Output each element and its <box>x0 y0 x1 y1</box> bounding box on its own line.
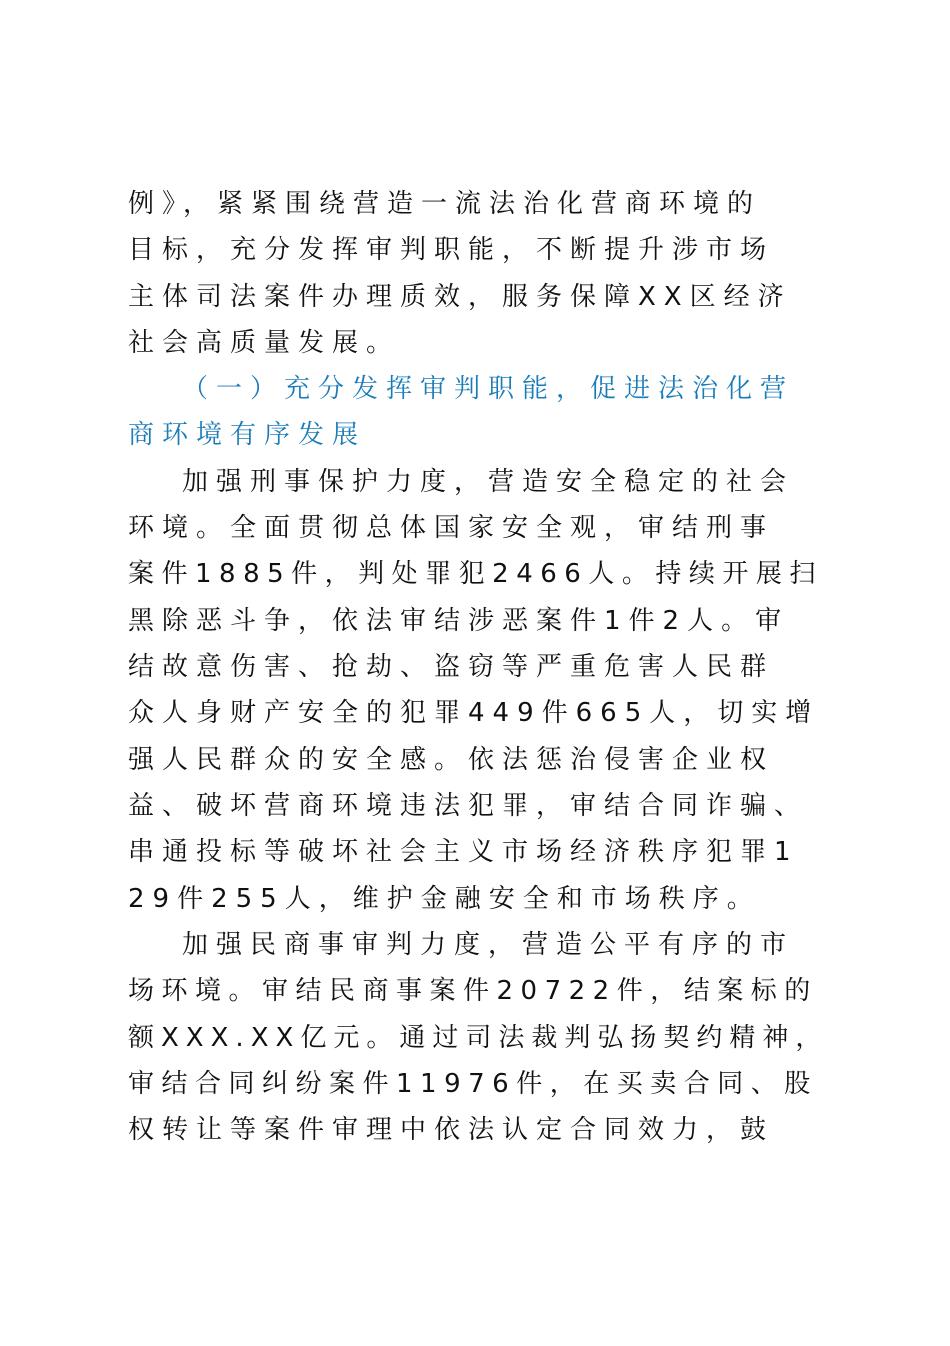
body-text-line: 审结合同纠纷案件11976件，在买卖合同、股 <box>128 1069 818 1099</box>
body-text-line: 强人民群众的安全感。依法惩治侵害企业权 <box>128 745 775 775</box>
body-text-line: 社会高质量发展。 <box>128 328 401 358</box>
body-text-line: 环境。全面贯彻总体国家安全观，审结刑事 <box>128 513 775 543</box>
body-text-line: 目标，充分发挥审判职能，不断提升涉市场 <box>128 235 775 265</box>
body-text-line: 益、破坏营商环境违法犯罪，审结合同诈骗、 <box>128 791 809 821</box>
body-text-line: 案件1885件，判处罪犯2466人。持续开展扫 <box>128 559 823 589</box>
paragraph-first-line: 加强刑事保护力度，营造安全稳定的社会 <box>182 467 795 497</box>
body-text-line: 场环境。审结民商事案件20722件，结案标的 <box>128 976 818 1006</box>
body-text-line: 众人身财产安全的犯罪449件665人，切实增 <box>128 698 820 728</box>
section-heading-line: （一）充分发挥审判职能，促进法治化营 <box>182 374 795 404</box>
body-text-line: 黑除恶斗争，依法审结涉恶案件1件2人。审 <box>128 606 790 636</box>
body-text-line: 额XXX.XX亿元。通过司法裁判弘扬契约精神， <box>128 1023 829 1053</box>
body-text-line: 结故意伤害、抢劫、盗窃等严重危害人民群 <box>128 652 775 682</box>
section-heading-line: 商环境有序发展 <box>128 420 367 450</box>
body-text-line: 串通投标等破坏社会主义市场经济秩序犯罪1 <box>128 837 799 867</box>
body-text-line: 29件255人，维护金融安全和市场秩序。 <box>128 884 761 914</box>
paragraph-first-line: 加强民商事审判力度，营造公平有序的市 <box>182 930 795 960</box>
body-text-line: 权转让等案件审理中依法认定合同效力，鼓 <box>128 1115 775 1145</box>
body-text-line: 例》，紧紧围绕营造一流法治化营商环境的 <box>128 189 762 219</box>
body-text-line: 主体司法案件办理质效，服务保障XX区经济 <box>128 282 792 312</box>
